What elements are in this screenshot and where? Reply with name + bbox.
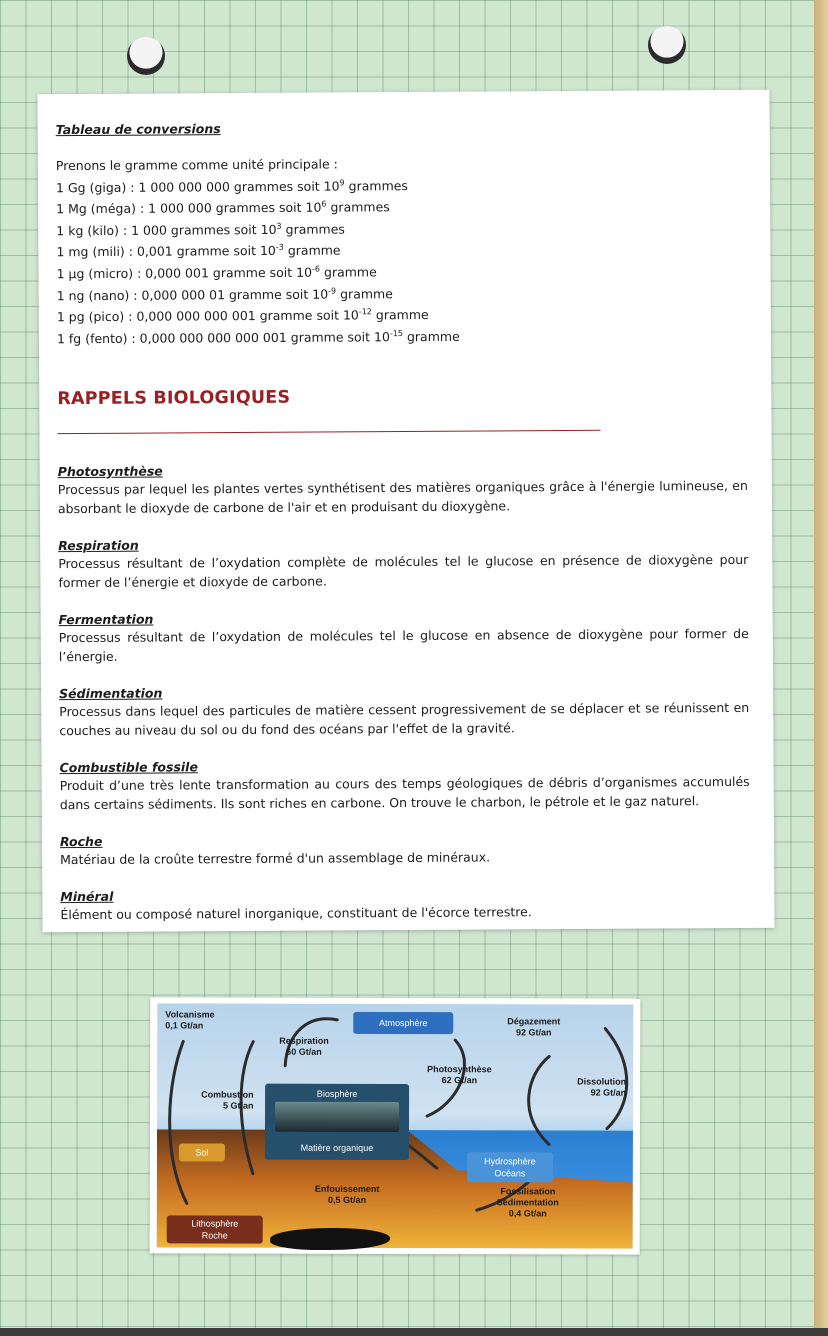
conversion-unit-word: grammes: [281, 221, 345, 237]
dissolution-value: 92 Gt/an: [590, 1087, 627, 1098]
conversions-list: [56, 171, 747, 348]
conversion-text: 1 fg (fento) : 0,000 000 000 000 001 gramme soit 10: [56, 329, 390, 347]
definition-item: [60, 756, 750, 814]
sheet-content: [56, 118, 751, 944]
savanna-image: [275, 1102, 399, 1132]
definition-term: Sédimentation: [59, 685, 163, 701]
table-edge: [0, 1328, 828, 1336]
conversion-text: 1 Mg (méga) : 1 000 000 grammes soit 10: [56, 199, 322, 217]
photosynthese-label: [427, 1064, 492, 1086]
definition-item: [59, 608, 749, 666]
fossilisation-text: Fossilisation: [500, 1186, 556, 1197]
biosphere-box: [265, 1084, 409, 1160]
definition-term: Respiration: [58, 537, 139, 553]
sedimentation-value: 0,4 Gt/an: [508, 1208, 547, 1219]
hydrosphere-box: [467, 1152, 553, 1182]
dissolution-text: Dissolution: [577, 1076, 627, 1087]
conversion-exponent: -15: [389, 329, 403, 339]
conversion-text: 1 ng (nano) : 0,000 000 01 gramme soit 10: [56, 286, 329, 304]
section-title: RAPPELS BIOLOGIQUES: [57, 387, 291, 409]
degazement-value: 92 Gt/an: [515, 1027, 552, 1038]
conversion-unit-word: gramme: [283, 243, 341, 259]
definition-text: Élément ou composé naturel inorganique, constituant de l'écorce terrestre.: [60, 903, 532, 922]
definition-item: [58, 534, 748, 592]
conversion-unit-word: gramme: [371, 307, 429, 323]
conversion-exponent: 9: [339, 177, 345, 187]
respiration-text: Respiration: [279, 1035, 329, 1046]
definition-text: Processus résultant de l’oxydation complète de molécules tel le glucose en présence de dioxygène pour former de l’énergie et dioxyde de carbone.: [58, 551, 749, 590]
conversion-unit-word: gramme: [402, 328, 460, 345]
combustion-text: Combustion: [201, 1089, 254, 1100]
ink-blot: [270, 1228, 390, 1250]
definition-term: Combustible fossile: [59, 759, 198, 775]
conversions-title: Tableau de conversions: [55, 121, 221, 138]
definition-term: Minéral: [60, 888, 114, 904]
respiration-label: [279, 1036, 329, 1058]
enfouissement-text: Enfouissement: [314, 1183, 380, 1194]
conversion-unit-word: gramme: [336, 286, 393, 302]
definition-item: [59, 682, 749, 740]
matiere-organique-label: Matière organique: [300, 1142, 374, 1153]
lithosphere-box: [167, 1215, 263, 1243]
conversion-exponent: 3: [276, 221, 282, 231]
roche-label: Roche: [201, 1230, 228, 1241]
conversion-exponent: -12: [358, 307, 372, 317]
conversion-line: [57, 323, 747, 349]
definition-term: Fermentation: [58, 611, 154, 627]
volcanisme-value: 0,1 Gt/an: [165, 1020, 204, 1031]
section-divider: [58, 430, 601, 434]
conversion-exponent: 6: [321, 199, 327, 209]
lithosphere-label: Lithosphère: [191, 1218, 239, 1229]
conversion-exponent: -6: [311, 264, 321, 274]
definition-item: [60, 830, 750, 869]
definitions-list: [58, 460, 751, 924]
degazement-text: Dégazement: [507, 1016, 561, 1027]
conversions-intro: Prenons le gramme comme unité principale :: [55, 156, 338, 174]
definition-item: [60, 885, 750, 924]
volcanisme-label: [165, 1009, 214, 1031]
volcanisme-text: Volcanisme: [165, 1009, 215, 1020]
notebook-edge: [814, 0, 828, 1336]
definition-term: Photosynthèse: [57, 463, 163, 479]
dissolution-label: [577, 1076, 626, 1098]
sedimentation-text: Sédimentation: [496, 1197, 559, 1208]
definition-text: Processus résultant de l’oxydation de molécules tel le glucose en absence de dioxygène pour former de l’énergie.: [58, 625, 749, 664]
conversion-exponent: -9: [328, 286, 337, 296]
hydrosphere-label: Hydrosphère: [484, 1156, 536, 1167]
conversion-text: 1 µg (micro) : 0,000 001 gramme soit 10: [56, 264, 313, 282]
photosynthese-text: Photosynthèse: [427, 1064, 492, 1075]
definition-text: Processus dans lequel des particules de matière cessent progressivement de se déplacer et se réunissent en couches au niveau du sol ou du fond des océans par l'effet de la gravité.: [59, 699, 750, 738]
enfouissement-label: [315, 1184, 380, 1206]
atmosphere-box: Atmosphère: [353, 1012, 453, 1034]
combustion-label: [201, 1089, 254, 1111]
carbon-cycle-figure: [150, 997, 641, 1254]
conversion-text: 1 Gg (giga) : 1 000 000 000 grammes soit 10: [55, 178, 340, 195]
respiration-value: 60 Gt/an: [286, 1046, 322, 1057]
sedimentation-label: [497, 1186, 559, 1219]
conversion-text: 1 pg (pico) : 0,000 000 000 001 gramme soit 10: [56, 307, 359, 325]
definition-term: Roche: [59, 833, 103, 849]
degazement-arrow: [529, 1056, 550, 1144]
conversion-unit-word: gramme: [319, 264, 377, 280]
punch-hole-left: [127, 37, 165, 75]
degazement-label: [507, 1016, 560, 1038]
sol-box: Sol: [179, 1143, 225, 1161]
enfouissement-value: 0,5 Gt/an: [328, 1194, 367, 1205]
conversion-unit-word: grammes: [326, 199, 390, 215]
combustion-value: 5 Gt/an: [223, 1100, 254, 1111]
conversion-exponent: -3: [275, 243, 284, 253]
photosynthese-value: 62 Gt/an: [441, 1075, 478, 1086]
conversion-text: 1 kg (kilo) : 1 000 grammes soit 10: [56, 221, 277, 239]
punch-hole-right: [648, 26, 686, 64]
definition-text: Matériau de la croûte terrestre formé d'un assemblage de minéraux.: [60, 849, 491, 867]
conversion-text: 1 mg (mili) : 0,001 gramme soit 10: [56, 243, 276, 260]
definition-item: [58, 460, 748, 518]
biosphere-label: Biosphère: [316, 1088, 358, 1099]
carbon-cycle-diagram: [157, 1003, 634, 1248]
definition-text: Produit d’une très lente transformation au cours des temps géologiques de débris d’organismes accumulés dans certains sédiments. Ils sont riches en carbone. On trouve le charbon, le pétrole et le gaz naturel.: [59, 773, 750, 812]
volcanisme-arrow: [169, 1041, 187, 1203]
printed-sheet: [37, 90, 774, 932]
oceans-label: Océans: [494, 1168, 526, 1179]
definition-text: Processus par lequel les plantes vertes synthétisent des matières organiques grâce à l'énergie lumineuse, en absorbant le dioxyde de carbone de l'air et en produisant du dioxygène.: [57, 477, 748, 516]
conversion-unit-word: grammes: [344, 177, 408, 194]
